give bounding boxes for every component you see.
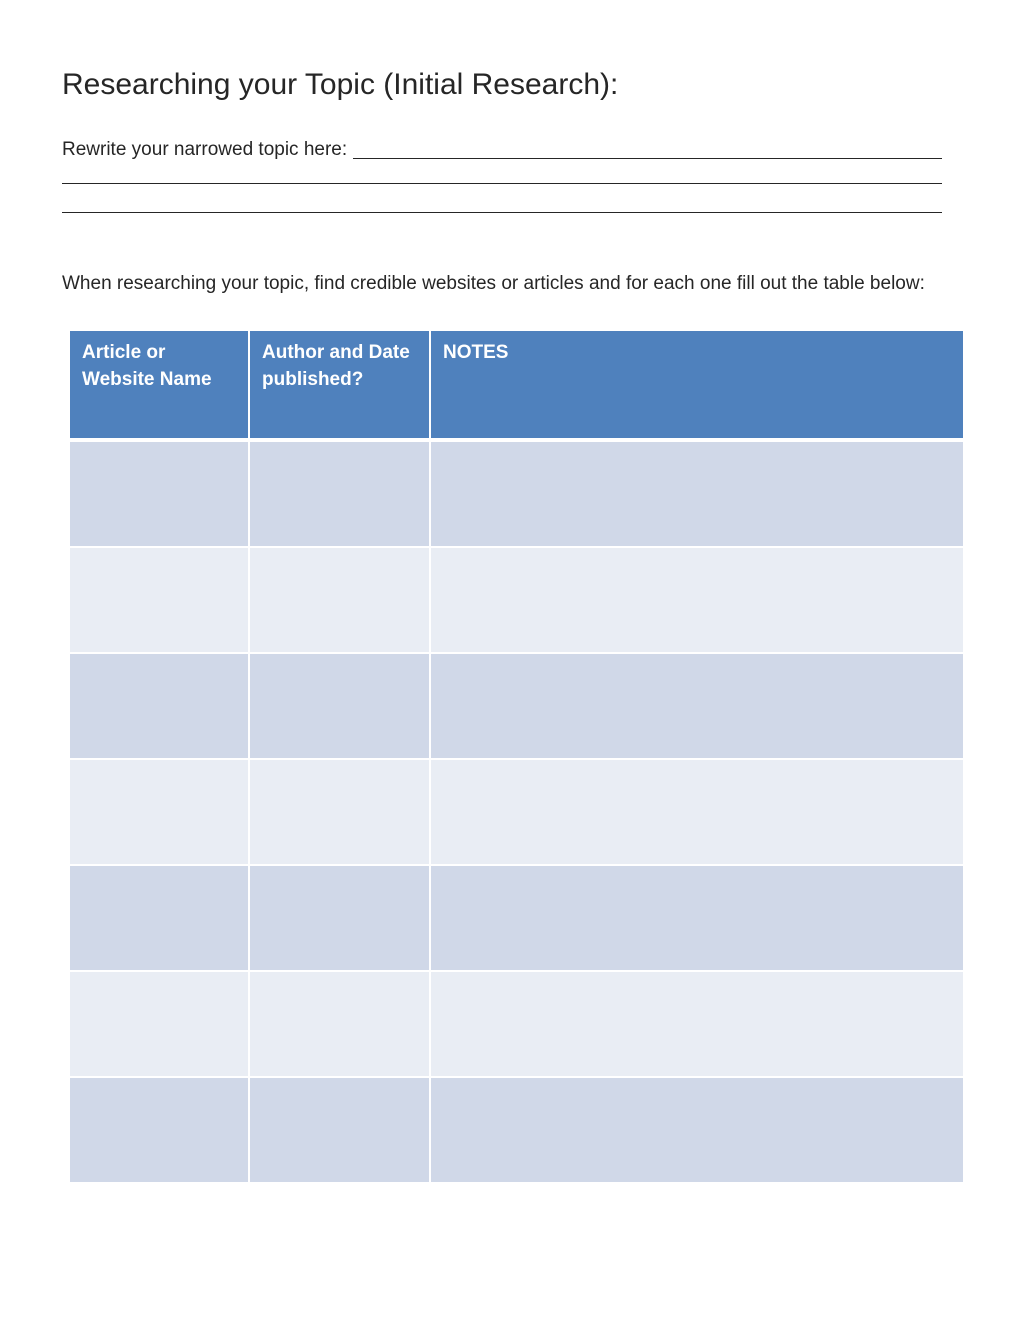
research-table <box>70 331 963 1184</box>
header-author-and-date: Author and Date published? <box>250 331 431 442</box>
article-name-cell[interactable] <box>70 654 250 760</box>
table-row <box>70 1078 963 1184</box>
narrowed-topic-label: Rewrite your narrowed topic here: <box>62 139 348 160</box>
article-name-cell[interactable] <box>70 972 250 1078</box>
article-name-cell[interactable] <box>70 442 250 548</box>
author-date-cell[interactable] <box>250 1078 431 1184</box>
notes-cell[interactable] <box>431 972 963 1078</box>
table-row <box>70 972 963 1078</box>
table-row <box>70 654 963 760</box>
page-title: Researching your Topic (Initial Research): <box>62 68 619 101</box>
table-row <box>70 442 963 548</box>
article-name-cell[interactable] <box>70 548 250 654</box>
header-article-or-website-name: Article or Website Name <box>70 331 250 442</box>
narrowed-topic-blank-2[interactable] <box>62 183 942 184</box>
author-date-cell[interactable] <box>250 548 431 654</box>
header-notes: NOTES <box>431 331 963 442</box>
article-name-cell[interactable] <box>70 1078 250 1184</box>
article-name-cell[interactable] <box>70 866 250 972</box>
author-date-cell[interactable] <box>250 654 431 760</box>
notes-cell[interactable] <box>431 548 963 654</box>
instructions-text: When researching your topic, find credible websites or articles and for each one fill out the table below: <box>62 273 925 294</box>
author-date-cell[interactable] <box>250 866 431 972</box>
notes-cell[interactable] <box>431 760 963 866</box>
notes-cell[interactable] <box>431 654 963 760</box>
notes-cell[interactable] <box>431 442 963 548</box>
notes-cell[interactable] <box>431 866 963 972</box>
narrowed-topic-blank-1[interactable] <box>353 139 942 159</box>
author-date-cell[interactable] <box>250 442 431 548</box>
notes-cell[interactable] <box>431 1078 963 1184</box>
table-header-row <box>70 331 963 442</box>
article-name-cell[interactable] <box>70 760 250 866</box>
table-row <box>70 548 963 654</box>
narrowed-topic-blank-3[interactable] <box>62 212 942 213</box>
author-date-cell[interactable] <box>250 972 431 1078</box>
table-row <box>70 866 963 972</box>
table-row <box>70 760 963 866</box>
narrowed-topic-prompt <box>62 137 942 161</box>
author-date-cell[interactable] <box>250 760 431 866</box>
